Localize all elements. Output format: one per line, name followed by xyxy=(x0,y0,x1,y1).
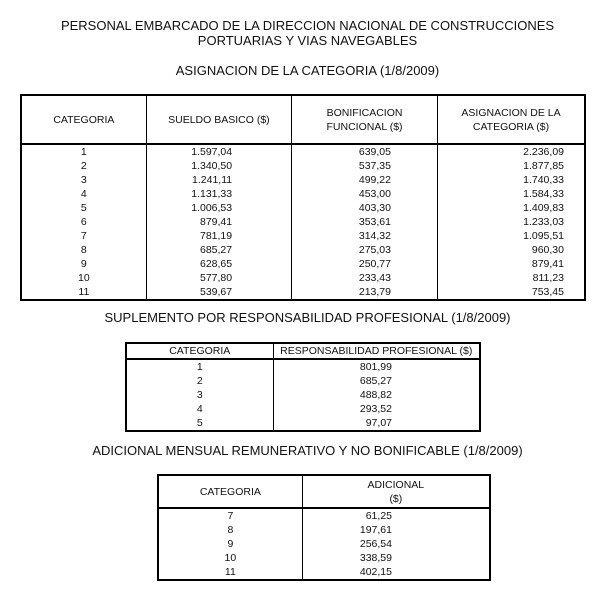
cell-value: 353,61 xyxy=(292,215,438,229)
cell-categoria: 9 xyxy=(158,537,302,551)
cell-categoria: 4 xyxy=(21,187,146,201)
table-row xyxy=(21,144,585,159)
cell-value: 1.584,33 xyxy=(437,187,585,201)
cell-value: 781,19 xyxy=(146,229,291,243)
document-title-line2: PORTUARIAS Y VIAS NAVEGABLES xyxy=(197,33,418,48)
cell-value: 402,15 xyxy=(302,565,490,580)
cell-value: 685,27 xyxy=(146,243,291,257)
header-asignacion-categoria: ASIGNACION DE LA CATEGORIA ($) xyxy=(437,95,585,144)
cell-categoria: 8 xyxy=(158,523,302,537)
document-title-line1: PERSONAL EMBARCADO DE LA DIRECCION NACIONAL DE CONSTRUCCIONES xyxy=(60,18,555,33)
cell-value: 639,05 xyxy=(292,144,438,159)
responsabilidad-table xyxy=(125,342,481,432)
cell-categoria: 4 xyxy=(126,402,273,416)
cell-value: 753,45 xyxy=(437,285,585,300)
cell-value: 628,65 xyxy=(146,257,291,271)
cell-value: 1.597,04 xyxy=(146,144,291,159)
table-row xyxy=(158,537,490,551)
cell-value: 1.409,83 xyxy=(437,201,585,215)
table-row xyxy=(21,271,585,285)
cell-value: 1.006,53 xyxy=(146,201,291,215)
header-bonificacion-funcional: BONIFICACION FUNCIONAL ($) xyxy=(292,95,438,144)
cell-value: 1.095,51 xyxy=(437,229,585,243)
cell-value: 97,07 xyxy=(273,416,480,431)
cell-value: 2.236,09 xyxy=(437,144,585,159)
table-row xyxy=(21,285,585,300)
cell-value: 233,43 xyxy=(292,271,438,285)
table-row xyxy=(21,243,585,257)
table-row xyxy=(158,551,490,565)
cell-categoria: 1 xyxy=(21,144,146,159)
cell-value: 197,61 xyxy=(302,523,490,537)
header-adicional: ADICIONAL ($) xyxy=(302,475,490,508)
header-sueldo-basico: SUELDO BASICO ($) xyxy=(146,95,291,144)
asignacion-table xyxy=(20,94,586,301)
cell-categoria: 2 xyxy=(126,374,273,388)
cell-value: 1.340,50 xyxy=(146,159,291,173)
cell-categoria: 10 xyxy=(21,271,146,285)
cell-categoria: 7 xyxy=(158,508,302,523)
table-row xyxy=(126,388,480,402)
cell-categoria: 11 xyxy=(158,565,302,580)
table-row xyxy=(126,374,480,388)
cell-value: 488,82 xyxy=(273,388,480,402)
table-row xyxy=(21,187,585,201)
table-row xyxy=(21,229,585,243)
cell-value: 879,41 xyxy=(437,257,585,271)
cell-categoria: 11 xyxy=(21,285,146,300)
table-row xyxy=(21,201,585,215)
cell-categoria: 2 xyxy=(21,159,146,173)
cell-value: 314,32 xyxy=(292,229,438,243)
cell-value: 293,52 xyxy=(273,402,480,416)
cell-categoria: 1 xyxy=(126,359,273,374)
cell-categoria: 7 xyxy=(21,229,146,243)
cell-categoria: 10 xyxy=(158,551,302,565)
cell-value: 577,80 xyxy=(146,271,291,285)
cell-categoria: 6 xyxy=(21,215,146,229)
cell-value: 250,77 xyxy=(292,257,438,271)
cell-categoria: 3 xyxy=(126,388,273,402)
table-row xyxy=(158,508,490,523)
cell-value: 499,22 xyxy=(292,173,438,187)
cell-value: 275,03 xyxy=(292,243,438,257)
header-responsabilidad: RESPONSABILIDAD PROFESIONAL ($) xyxy=(273,343,480,359)
cell-value: 403,30 xyxy=(292,201,438,215)
table-row xyxy=(158,523,490,537)
cell-categoria: 3 xyxy=(21,173,146,187)
cell-categoria: 8 xyxy=(21,243,146,257)
header-categoria: CATEGORIA xyxy=(158,475,302,508)
cell-value: 256,54 xyxy=(302,537,490,551)
cell-categoria: 5 xyxy=(21,201,146,215)
cell-value: 1.740,33 xyxy=(437,173,585,187)
header-categoria: CATEGORIA xyxy=(126,343,273,359)
adicional-table xyxy=(157,474,491,581)
cell-value: 61,25 xyxy=(302,508,490,523)
table2-title: SUPLEMENTO POR RESPONSABILIDAD PROFESIONAL (1/8/2009) xyxy=(104,310,511,325)
table-row xyxy=(21,257,585,271)
cell-value: 537,35 xyxy=(292,159,438,173)
cell-categoria: 5 xyxy=(126,416,273,431)
cell-value: 1.233,03 xyxy=(437,215,585,229)
header-categoria: CATEGORIA xyxy=(21,95,146,144)
cell-value: 213,79 xyxy=(292,285,438,300)
table-row xyxy=(21,215,585,229)
cell-value: 801,99 xyxy=(273,359,480,374)
table-row xyxy=(21,173,585,187)
cell-value: 1.877,85 xyxy=(437,159,585,173)
cell-value: 879,41 xyxy=(146,215,291,229)
cell-value: 1.241,11 xyxy=(146,173,291,187)
cell-value: 960,30 xyxy=(437,243,585,257)
table1-title: ASIGNACION DE LA CATEGORIA (1/8/2009) xyxy=(175,63,440,78)
cell-value: 811,23 xyxy=(437,271,585,285)
table-row xyxy=(126,402,480,416)
table3-title: ADICIONAL MENSUAL REMUNERATIVO Y NO BONIFICABLE (1/8/2009) xyxy=(92,443,523,458)
cell-value: 1.131,33 xyxy=(146,187,291,201)
cell-value: 539,67 xyxy=(146,285,291,300)
cell-value: 453,00 xyxy=(292,187,438,201)
cell-value: 338,59 xyxy=(302,551,490,565)
cell-categoria: 9 xyxy=(21,257,146,271)
table-row xyxy=(126,359,480,374)
table-row xyxy=(21,159,585,173)
cell-value: 685,27 xyxy=(273,374,480,388)
table-row xyxy=(126,416,480,431)
table-row xyxy=(158,565,490,580)
